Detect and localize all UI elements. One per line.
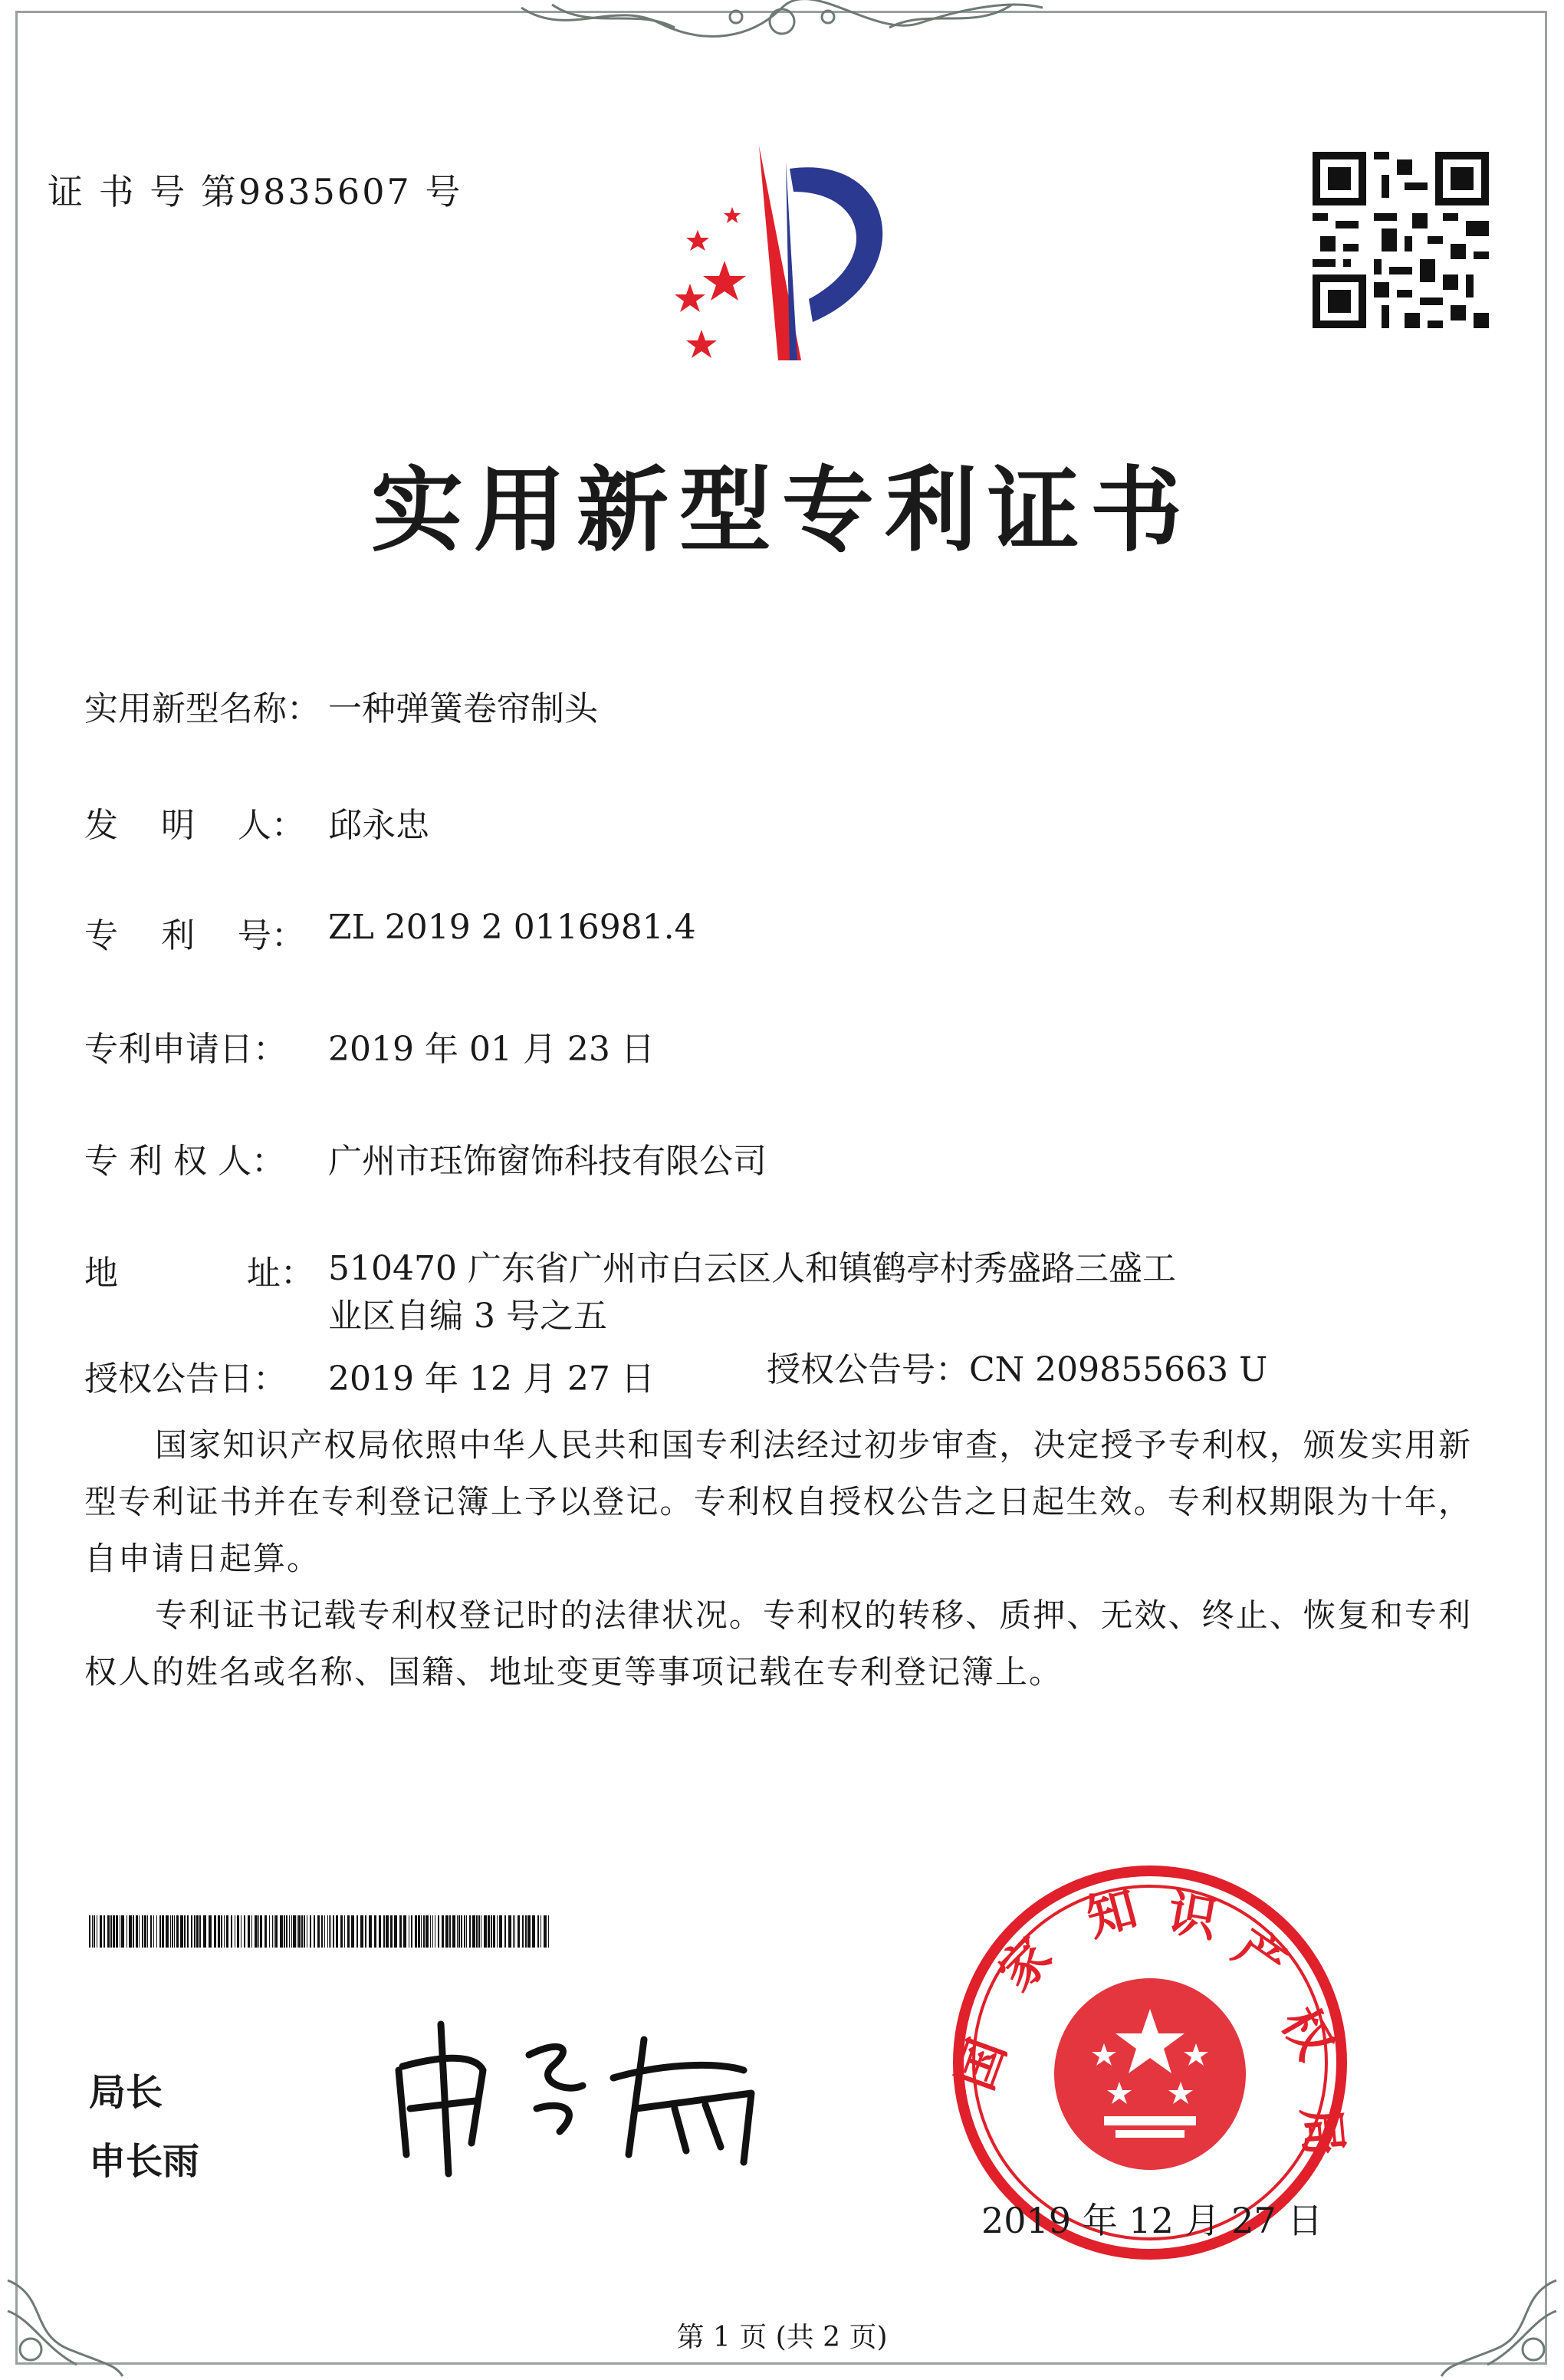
filing-date-field bbox=[84, 1021, 655, 1070]
certificate-number: 证 书 号 第9835607 号 bbox=[48, 171, 463, 212]
director-signature-icon bbox=[383, 2009, 782, 2178]
patentee-field bbox=[84, 1133, 767, 1182]
certificate-paragraph: 专利证书记载专利权登记时的法律状况。专利权的转移、质押、无效、终止、恢复和专利权人的姓名或名称、国籍、地址变更等事项记载在专利登记簿上。 bbox=[84, 1596, 1472, 1691]
field-label: 实用新型名称： bbox=[84, 689, 320, 728]
svg-text:权: 权 bbox=[1270, 1998, 1344, 2069]
director-title: 局长 bbox=[89, 2071, 163, 2114]
page-indicator: 第 1 页 (共 2 页) bbox=[676, 2322, 888, 2353]
field-label: 授权公告号： bbox=[767, 1350, 969, 1389]
grant-publication-number-field bbox=[767, 1342, 1267, 1391]
field-value: CN 209855663 U bbox=[969, 1350, 1268, 1389]
field-label: 发 明 人： bbox=[84, 806, 305, 845]
field-value: ZL 2019 2 0116981.4 bbox=[328, 908, 696, 947]
field-value: 2019 年 12 月 27 日 bbox=[328, 1359, 655, 1399]
field-value: 510470 广东省广州市白云区人和镇鹤亭村秀盛路三盛工 业区自编 3 号之五 bbox=[328, 1249, 1176, 1336]
patent-number-field bbox=[84, 908, 696, 957]
corner-ornament-icon bbox=[1434, 2250, 1564, 2380]
address-field bbox=[84, 1245, 1176, 1340]
field-label: 专 利 号： bbox=[84, 916, 305, 955]
svg-text:知: 知 bbox=[1080, 1880, 1143, 1948]
utility-model-name-field bbox=[84, 681, 598, 730]
corner-ornament-icon bbox=[0, 2250, 130, 2380]
field-value: 邱永忠 bbox=[328, 806, 429, 845]
barcode-icon bbox=[89, 1915, 549, 1948]
director-name: 申长雨 bbox=[89, 2140, 200, 2183]
field-label: 专利申请日： bbox=[84, 1030, 287, 1069]
qr-code-icon bbox=[1313, 152, 1489, 328]
document-title: 实用新型专利证书 bbox=[371, 456, 1193, 564]
seal-date: 2019 年 12 月 27 日 bbox=[981, 2200, 1323, 2241]
field-value: 2019 年 01 月 23 日 bbox=[328, 1030, 655, 1069]
svg-text:国: 国 bbox=[947, 2032, 1017, 2098]
cnipa-logo-icon bbox=[644, 146, 935, 376]
field-label: 专 利 权 人： bbox=[84, 1142, 285, 1181]
field-value: 一种弹簧卷帘制头 bbox=[328, 689, 598, 728]
certificate-paragraph: 国家知识产权局依照中华人民共和国专利法经过初步审查，决定授予专利权，颁发实用新型专利证书并在专利登记簿上予以登记。专利权自授权公告之日起生效。专利权期限为十年，自申请日起算。 bbox=[84, 1426, 1472, 1577]
grant-date-field bbox=[84, 1351, 655, 1400]
field-label: 授权公告日： bbox=[84, 1359, 287, 1399]
inventor-field bbox=[84, 797, 429, 846]
svg-text:识: 识 bbox=[1163, 1884, 1222, 1949]
svg-text:家: 家 bbox=[987, 1927, 1063, 2003]
field-label: 地 址： bbox=[84, 1254, 314, 1293]
svg-text:局: 局 bbox=[1291, 2104, 1352, 2159]
field-value: 广州市珏饰窗饰科技有限公司 bbox=[328, 1142, 767, 1181]
top-ornament-icon bbox=[506, 0, 1058, 43]
svg-text:产: 产 bbox=[1223, 1918, 1296, 1994]
